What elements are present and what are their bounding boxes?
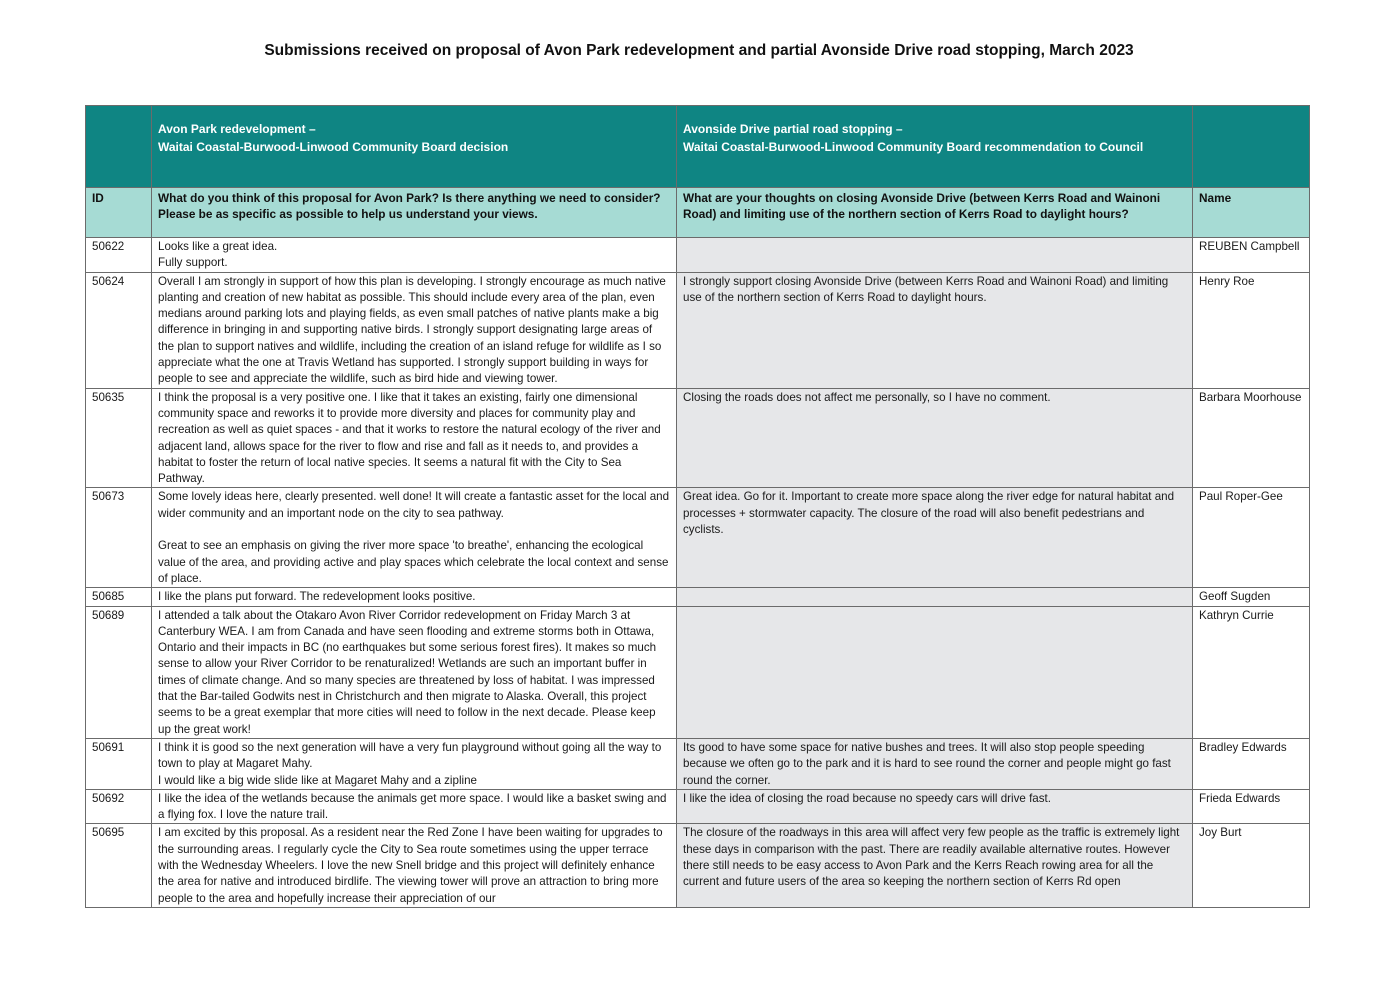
- row-q1-answer: I attended a talk about the Otakaro Avon River Corridor redevelopment on Friday March 3 at Canterbury WEA. I am from Canada and have seen flooding and extreme storms both in Ottawa, Ontario and their impacts in BC (no earthquakes but some serious forest fires). It makes so much sense to allow your River Corridor to be renaturalized! Wetlands are such an important buffer in times of climate change. And so many species are threatened by loss of habitat. I was impressed that the Bar-tailed Godwits nest in Christchurch and then migrate to Alaska. Overall, this project seems to be a great exemplar that more cities will need to follow in the next decade. Please keep up the great work!: [152, 606, 677, 738]
- row-q1-answer: I like the idea of the wetlands because the animals get more space. I would like a basket swing and a flying fox. I love the nature trail.: [152, 789, 677, 824]
- row-q1-paragraph: I think it is good so the next generation will have a very fun playground without going all the way to town to play at Magaret Mahy.: [158, 740, 662, 771]
- group-header-name: [1193, 106, 1310, 188]
- row-id: 50673: [86, 488, 152, 588]
- row-q1-answer: I am excited by this proposal. As a resident near the Red Zone I have been waiting for upgrades to the surrounding areas. I regularly cycle the City to Sea route sometimes using the upper terrace with the Wednesday Wheelers. I love the new Snell bridge and this project will definitely enhance the area for native and introduced birdlife. The viewing tower will prove an attraction to bring more people to the area and hopefully increase their appreciation of our: [152, 824, 677, 907]
- row-q2-answer: [677, 606, 1193, 738]
- row-q2-answer: I like the idea of closing the road because no speedy cars will drive fast.: [677, 789, 1193, 824]
- row-q1-answer: I think the proposal is a very positive one. I like that it takes an existing, fairly one dimensional community space and reworks it to provide more diversity and places for community play and recreation as well as quiet spaces - and that it works to restore the natural ecology of the river and adjacent land, allows space for the river to flow and rise and fall as it needs to, and provides a habitat to foster the return of local native species. It seems a natural fit with the City to Sea Pathway.: [152, 388, 677, 488]
- row-name: Joy Burt: [1193, 824, 1310, 907]
- row-name: Frieda Edwards: [1193, 789, 1310, 824]
- row-name: Paul Roper-Gee: [1193, 488, 1310, 588]
- table-row: [86, 272, 1310, 388]
- group-header-avon-park-line1: Avon Park redevelopment –: [158, 122, 316, 136]
- row-q1-answer: [152, 488, 677, 588]
- row-q2-answer: [677, 238, 1193, 273]
- row-q1-paragraph: Some lovely ideas here, clearly presented. well done! It will create a fantastic asset for the local and wider community and an important node on the city to sea pathway.: [158, 490, 670, 520]
- row-id: 50622: [86, 238, 152, 273]
- document-title: Submissions received on proposal of Avon Park redevelopment and partial Avonside Drive road stopping, March 2023: [264, 42, 1134, 59]
- table-row: [86, 738, 1310, 789]
- row-q1-paragraph: Fully support.: [158, 256, 228, 270]
- table-row: [86, 824, 1310, 907]
- table-row: [86, 588, 1310, 606]
- row-q2-answer: The closure of the roadways in this area will affect very few people as the traffic is extremely light these days in comparison with the past. There are readily available alternative routes. However there still needs to be easy access to Avon Park and the Kerrs Reach rowing area for all the current and future users of the area so keeping the northern section of Kerrs Rd open: [677, 824, 1193, 907]
- column-header-id: ID: [86, 188, 152, 238]
- row-id: 50692: [86, 789, 152, 824]
- row-q2-answer: Its good to have some space for native bushes and trees. It will also stop people speeding because we often go to the park and it is hard to see round the corner and people might go fast round the corner.: [677, 738, 1193, 789]
- column-header-q1: What do you think of this proposal for Avon Park? Is there anything we need to consider? Please be as specific as possible to help us understand your views.: [152, 188, 677, 238]
- row-q1-paragraph: Great to see an emphasis on giving the river more space 'to breathe', enhancing the ecological value of the area, and providing active and play spaces which celebrate the local context and sense of place.: [158, 539, 669, 585]
- row-q2-answer: I strongly support closing Avonside Drive (between Kerrs Road and Wainoni Road) and limiting use of the northern section of Kerrs Road to daylight hours.: [677, 272, 1193, 388]
- row-name: Bradley Edwards: [1193, 738, 1310, 789]
- row-q2-answer: Great idea. Go for it. Important to create more space along the river edge for natural habitat and processes + stormwater capacity. The closure of the road will also benefit pedestrians and cyclists.: [677, 488, 1193, 588]
- group-header-avonside-line2: Waitai Coastal-Burwood-Linwood Community Board recommendation to Council: [683, 140, 1144, 154]
- row-name: Barbara Moorhouse: [1193, 388, 1310, 488]
- row-q2-answer: Closing the roads does not affect me personally, so I have no comment.: [677, 388, 1193, 488]
- group-header-avonside-drive: [677, 106, 1193, 188]
- row-q2-answer: [677, 588, 1193, 606]
- row-q1-paragraph: Looks like a great idea.: [158, 240, 278, 253]
- row-name: Henry Roe: [1193, 272, 1310, 388]
- row-id: 50685: [86, 588, 152, 606]
- table-row: [86, 388, 1310, 488]
- table-row: [86, 606, 1310, 738]
- row-name: Geoff Sugden: [1193, 588, 1310, 606]
- row-name: Kathryn Currie: [1193, 606, 1310, 738]
- row-id: 50689: [86, 606, 152, 738]
- table-row: [86, 789, 1310, 824]
- row-q1-answer: I like the plans put forward. The redevelopment looks positive.: [152, 588, 677, 606]
- table-row: [86, 488, 1310, 588]
- group-header-avonside-line1: Avonside Drive partial road stopping –: [683, 122, 903, 136]
- table-row: [86, 238, 1310, 273]
- row-id: 50695: [86, 824, 152, 907]
- row-id: 50691: [86, 738, 152, 789]
- row-q1-answer: [152, 738, 677, 789]
- group-header-avon-park-line2: Waitai Coastal-Burwood-Linwood Community Board decision: [158, 140, 509, 154]
- column-header-row: [86, 188, 1310, 238]
- column-header-q2: What are your thoughts on closing Avonside Drive (between Kerrs Road and Wainoni Road) and limiting use of the northern section of Kerrs Road to daylight hours?: [677, 188, 1193, 238]
- paragraph-spacer: [158, 522, 670, 538]
- row-q1-paragraph: I would like a big wide slide like at Magaret Mahy and a zipline: [158, 773, 477, 787]
- row-name: REUBEN Campbell: [1193, 238, 1310, 273]
- group-header-avon-park: [152, 106, 677, 188]
- group-header-row: [86, 106, 1310, 188]
- row-id: 50624: [86, 272, 152, 388]
- row-q1-answer: Overall I am strongly in support of how this plan is developing. I strongly encourage as much native planting and creation of new habitat as possible. This should include every area of the plan, even medians around parking lots and playing fields, as even small patches of native plants make a big difference in bringing in and supporting native birds. I strongly support designating large areas of the plan to support natives and wildlife, including the creation of an island refuge for wildlife as I so appreciate what the one at Travis Wetland has supported. I strongly support building in ways for people to see and appreciate the wildlife, such as bird hide and viewing tower.: [152, 272, 677, 388]
- submissions-table: [85, 105, 1310, 908]
- column-header-name: Name: [1193, 188, 1310, 238]
- row-id: 50635: [86, 388, 152, 488]
- group-header-id: [86, 106, 152, 188]
- row-q1-answer: [152, 238, 677, 273]
